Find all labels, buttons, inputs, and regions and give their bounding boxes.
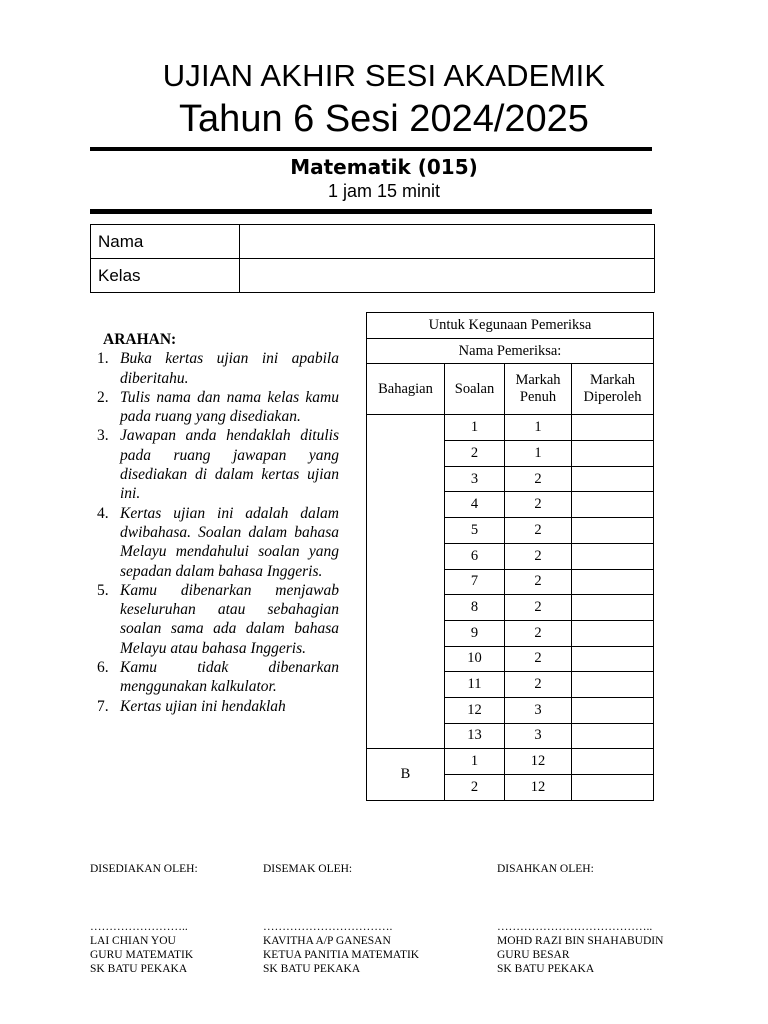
question-number: 11 <box>445 672 505 698</box>
full-marks: 2 <box>505 672 572 698</box>
full-marks: 2 <box>505 620 572 646</box>
instruction-item <box>97 697 339 716</box>
name-field[interactable] <box>240 225 655 259</box>
column-header-bahagian: Bahagian <box>367 364 445 415</box>
instruction-number: 2. <box>97 388 109 406</box>
instruction-item <box>97 658 339 697</box>
obtained-marks-field[interactable] <box>572 672 654 698</box>
full-marks: 2 <box>505 646 572 672</box>
question-number: 12 <box>445 697 505 723</box>
examiner-name-label: Nama Pemeriksa: <box>367 338 654 364</box>
instruction-item <box>97 504 339 581</box>
instruction-text: Buka kertas ujian ini apabila diberitahu. <box>120 350 339 387</box>
question-number: 5 <box>445 518 505 544</box>
full-marks: 2 <box>505 569 572 595</box>
instruction-item <box>97 349 339 388</box>
full-marks: 1 <box>505 415 572 441</box>
column-header-markah-penuh: Markah Penuh <box>505 364 572 415</box>
instructions <box>97 330 339 716</box>
instruction-number: 7. <box>97 697 109 715</box>
column-header-markah-diperoleh: Markah Diperoleh <box>572 364 654 415</box>
signature-approved-by <box>497 862 663 976</box>
signature-name: LAI CHIAN YOU <box>90 935 176 947</box>
instruction-number: 6. <box>97 659 109 677</box>
instructions-list <box>97 349 339 716</box>
question-number: 4 <box>445 492 505 518</box>
section-a-label <box>367 415 445 749</box>
instruction-item <box>97 426 339 503</box>
question-number: 6 <box>445 543 505 569</box>
instruction-number: 4. <box>97 504 109 522</box>
subject-title: Matematik (015) <box>290 155 478 179</box>
examiner-name-row <box>367 338 654 364</box>
obtained-marks-field[interactable] <box>572 620 654 646</box>
instruction-number: 5. <box>97 581 109 599</box>
instruction-text: Kertas ujian ini adalah dalam dwibahasa. Soalan dalam bahasa Melayu mendahului soalan yang sepadan dalam bahasa Inggeris. <box>120 504 339 580</box>
full-marks: 2 <box>505 492 572 518</box>
signature-role: DISEDIAKAN OLEH: <box>90 863 198 875</box>
signature-title: KETUA PANITIA MATEMATIK <box>263 949 420 961</box>
instruction-item <box>97 388 339 427</box>
full-marks: 3 <box>505 697 572 723</box>
class-field[interactable] <box>240 259 655 293</box>
obtained-marks-field[interactable] <box>572 749 654 775</box>
examiner-heading: Untuk Kegunaan Pemeriksa <box>367 313 654 339</box>
obtained-marks-field[interactable] <box>572 775 654 801</box>
obtained-marks-field[interactable] <box>572 415 654 441</box>
section-b-label: B <box>367 749 445 800</box>
divider-top <box>90 147 652 151</box>
instruction-number: 3. <box>97 427 109 445</box>
full-marks: 12 <box>505 775 572 801</box>
instruction-item <box>97 581 339 658</box>
question-number: 2 <box>445 441 505 467</box>
obtained-marks-field[interactable] <box>572 697 654 723</box>
score-row <box>367 415 654 441</box>
question-number: 3 <box>445 466 505 492</box>
signature-school: SK BATU PEKAKA <box>497 963 595 975</box>
name-label: Nama <box>91 225 240 259</box>
student-info-table <box>90 224 655 293</box>
obtained-marks-field[interactable] <box>572 595 654 621</box>
question-number: 2 <box>445 775 505 801</box>
examiner-table <box>366 312 654 801</box>
instruction-text: Tulis nama dan nama kelas kamu pada ruang yang disediakan. <box>120 388 339 426</box>
full-marks: 2 <box>505 595 572 621</box>
signature-line: …………………….. <box>90 921 188 933</box>
signature-line: ……………………………. <box>263 921 393 933</box>
exam-duration: 1 jam 15 minit <box>327 181 441 201</box>
obtained-marks-field[interactable] <box>572 441 654 467</box>
signature-title: GURU MATEMATIK <box>90 949 194 961</box>
full-marks: 12 <box>505 749 572 775</box>
signature-title: GURU BESAR <box>497 949 570 961</box>
score-row <box>367 749 654 775</box>
signature-name: KAVITHA A/P GANESAN <box>263 935 391 947</box>
section-a-rows <box>367 415 654 749</box>
question-number: 10 <box>445 646 505 672</box>
instruction-number: 1. <box>97 350 109 368</box>
question-number: 13 <box>445 723 505 749</box>
exam-title: UJIAN AKHIR SESI AKADEMIK <box>162 58 606 93</box>
signature-role: DISEMAK OLEH: <box>263 863 353 875</box>
section-b-rows <box>367 749 654 800</box>
obtained-marks-field[interactable] <box>572 569 654 595</box>
instruction-text: Kamu tidak dibenarkan menggunakan kalkulator. <box>120 659 339 696</box>
signature-name: MOHD RAZI BIN SHAHABUDIN <box>497 935 664 947</box>
signature-school: SK BATU PEKAKA <box>263 963 361 975</box>
question-number: 7 <box>445 569 505 595</box>
divider-bottom <box>90 209 652 214</box>
obtained-marks-field[interactable] <box>572 492 654 518</box>
full-marks: 3 <box>505 723 572 749</box>
obtained-marks-field[interactable] <box>572 646 654 672</box>
obtained-marks-field[interactable] <box>572 723 654 749</box>
full-marks: 2 <box>505 518 572 544</box>
name-row <box>91 225 655 259</box>
obtained-marks-field[interactable] <box>572 466 654 492</box>
full-marks: 2 <box>505 543 572 569</box>
full-marks: 2 <box>505 466 572 492</box>
class-label: Kelas <box>91 259 240 293</box>
question-number: 1 <box>445 749 505 775</box>
instructions-title: ARAHAN: <box>103 331 177 348</box>
full-marks: 1 <box>505 441 572 467</box>
class-row <box>91 259 655 293</box>
obtained-marks-field[interactable] <box>572 518 654 544</box>
signature-role: DISAHKAN OLEH: <box>497 863 594 875</box>
obtained-marks-field[interactable] <box>572 543 654 569</box>
signature-prepared-by <box>90 862 198 976</box>
exam-subtitle: Tahun 6 Sesi 2024/2025 <box>179 98 589 140</box>
question-number: 8 <box>445 595 505 621</box>
instruction-text: Kamu dibenarkan menjawab keseluruhan atau sebahagian soalan sama ada dalam bahasa Melayu atau bahasa Inggeris. <box>120 581 339 657</box>
question-number: 9 <box>445 620 505 646</box>
signature-checked-by <box>263 862 419 976</box>
instruction-text: Kertas ujian ini hendaklah <box>120 697 286 715</box>
column-header-soalan: Soalan <box>445 364 505 415</box>
instruction-text: Jawapan anda hendaklah ditulis pada ruang jawapan yang disediakan di dalam kertas ujian ini. <box>120 427 339 503</box>
column-header-row <box>367 364 654 415</box>
signature-school: SK BATU PEKAKA <box>90 963 188 975</box>
signature-line: ………………………………….. <box>497 921 653 933</box>
examiner-heading-row <box>367 313 654 339</box>
question-number: 1 <box>445 415 505 441</box>
